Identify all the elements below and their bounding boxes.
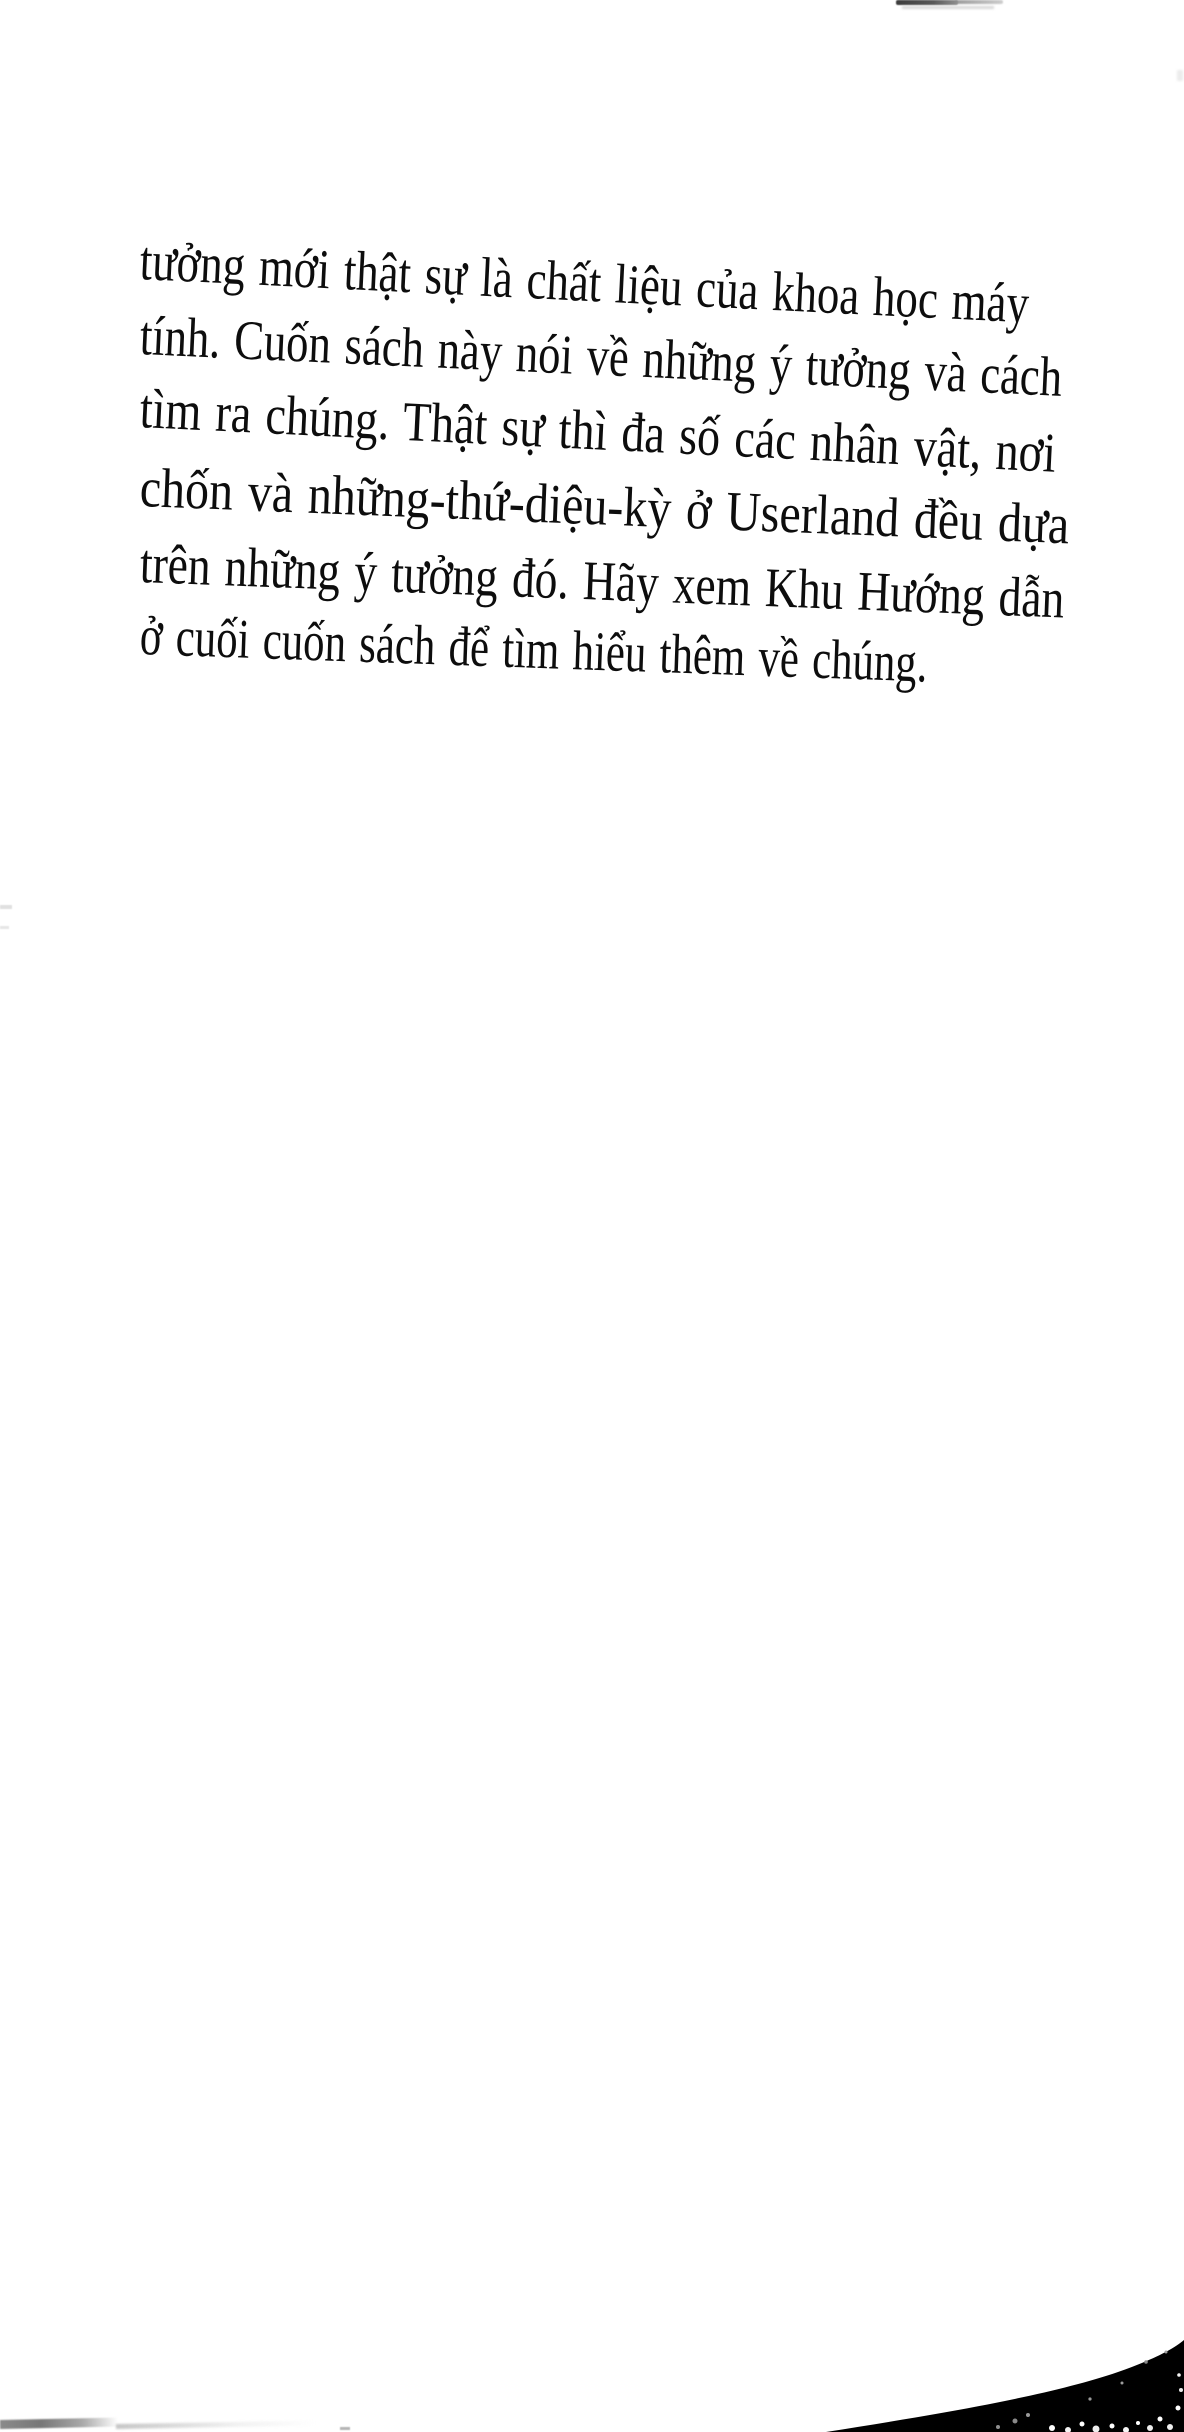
paragraph-line-1: tưởng mới thật sự là chất liệu của khoa học máy (138, 230, 1031, 336)
paragraph-line-4: chốn và những-thứ-diệu-kỳ ở Userland đều dựa (138, 457, 1071, 557)
paragraph-line-5: trên những ý tưởng đó. Hãy xem Khu Hướng dẫn (138, 533, 1066, 631)
paragraph-line-3: tìm ra chúng. Thật sự thì đa số các nhân vật, nơi (138, 378, 1058, 485)
paragraph-line-6: ở cuối cuốn sách để tìm hiểu thêm về chúng. (138, 605, 929, 695)
paragraph-line-2: tính. Cuốn sách này nói về những ý tưởng và cách (138, 305, 1064, 409)
